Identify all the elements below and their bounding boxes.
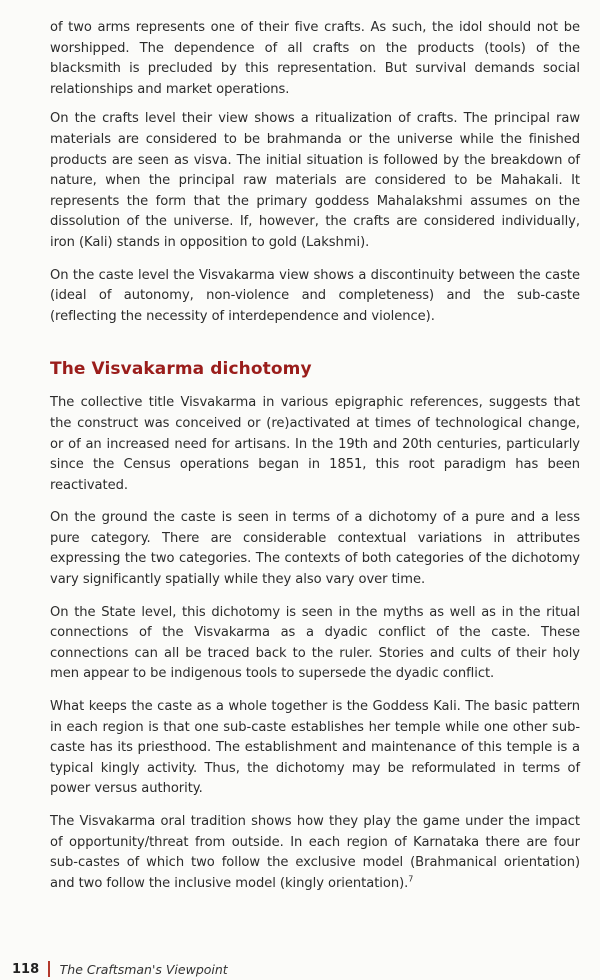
page-footer <box>12 958 228 980</box>
paragraph: On the ground the caste is seen in terms of a dichotomy of a pure and a less pure category. There are considerable contextual variations in attributes expressing the two categories. The contexts of both categories of the dichotomy vary significantly spatially while they also vary over time. <box>50 510 580 588</box>
paragraph-text: The Visvakarma oral tradition shows how they play the game under the impact of opportunity/threat from outside. In each region of Karnataka there are four sub-castes of which two follow the exclusive model (Brahmanical orientation) and two follow the inclusive model (kingly orientation). <box>50 814 580 891</box>
running-title: The Craftsman's Viewpoint <box>59 961 228 977</box>
footnote-marker: 7 <box>408 874 414 884</box>
section-heading: The Visvakarma dichotomy <box>50 359 312 380</box>
paragraph: of two arms represents one of their five crafts. As such, the idol should not be worshipped. The dependence of all crafts on the products (tools) of the blacksmith is precluded by this representation. But survival demands social relationships and market operations. <box>50 20 580 97</box>
paragraph-last <box>50 812 580 894</box>
paragraph: The collective title Visvakarma in various epigraphic references, suggests that the construct was conceived or (re)activated at times of technological change, or of an increased need for artisans. In the 19th and 20th centuries, particularly since the Census operations began in 1851, this root paradigm has been reactivated. <box>50 395 580 493</box>
paragraph: On the caste level the Visvakarma view shows a discontinuity between the caste (ideal of autonomy, non-violence and completeness) and the sub-caste (reflecting the necessity of interdependence and violence). <box>50 267 580 324</box>
footer-divider <box>48 961 50 977</box>
paragraph: On the State level, this dichotomy is seen in the myths as well as in the ritual connections of the Visvakarma as a dyadic conflict of the caste. These connections can all be traced back to the ruler. Stories and cults of their holy men appear to be indigenous tools to supersede the dyadic conflict. <box>50 604 580 682</box>
paragraph: On the crafts level their view shows a ritualization of crafts. The principal raw materials are considered to be brahmanda or the universe while the finished products are seen as visva. The initial situation is followed by the breakdown of nature, when the principal raw materials are considered to be Mahakali. It represents the form that the primary goddess Mahalakshmi assumes on the dissolution of the universe. If, however, the crafts are considered individually, iron (Kali) stands in opposition to gold (Lakshmi). <box>50 111 580 250</box>
page-number: 118 <box>12 961 40 977</box>
paragraph: What keeps the caste as a whole together is the Goddess Kali. The basic pattern in each region is that one sub-caste establishes her temple while one other sub-caste has its priesthood. The establishment and maintenance of this temple is a typical kingly activity. Thus, the dichotomy may be reformulated in terms of power versus authority. <box>50 699 580 797</box>
page-body <box>50 18 580 906</box>
